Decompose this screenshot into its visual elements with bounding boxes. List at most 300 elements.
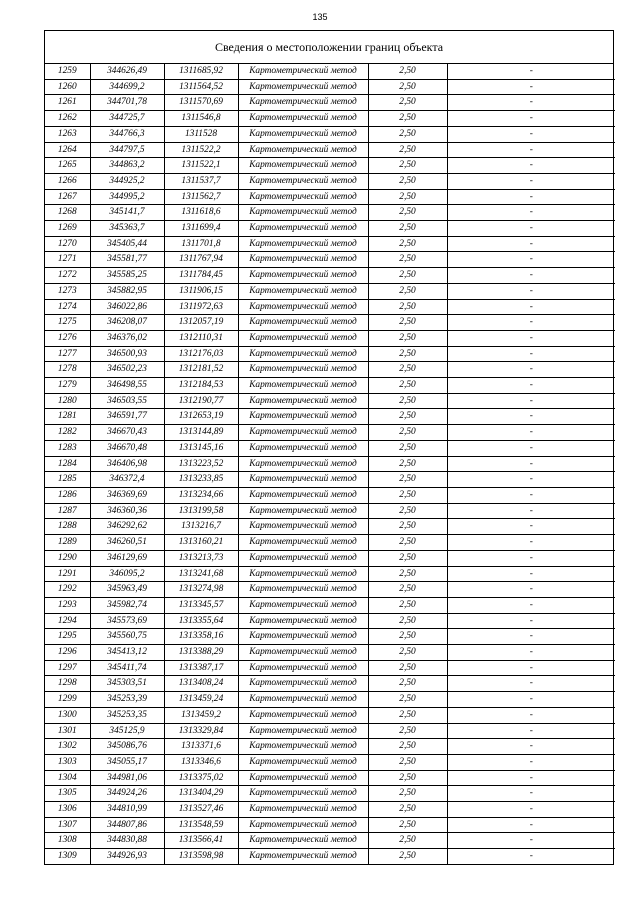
method-cell: Картометрический метод xyxy=(238,613,368,629)
accuracy-cell: 2,50 xyxy=(368,723,447,739)
accuracy-cell: 2,50 xyxy=(368,315,447,331)
method-cell: Картометрический метод xyxy=(238,268,368,284)
x-coordinate-cell: 344797,5 xyxy=(90,142,164,158)
note-cell: - xyxy=(447,676,615,692)
accuracy-cell: 2,50 xyxy=(368,393,447,409)
y-coordinate-cell: 1313548,59 xyxy=(164,817,238,833)
note-cell: - xyxy=(447,268,615,284)
y-coordinate-cell: 1312176,03 xyxy=(164,346,238,362)
table-row xyxy=(45,268,615,284)
method-cell: Картометрический метод xyxy=(238,849,368,864)
note-cell: - xyxy=(447,739,615,755)
note-cell: - xyxy=(447,566,615,582)
note-cell: - xyxy=(447,645,615,661)
x-coordinate-cell: 345585,25 xyxy=(90,268,164,284)
x-coordinate-cell: 346260,51 xyxy=(90,535,164,551)
table-row xyxy=(45,739,615,755)
note-cell: - xyxy=(447,770,615,786)
method-cell: Картометрический метод xyxy=(238,315,368,331)
table-row xyxy=(45,519,615,535)
y-coordinate-cell: 1311537,7 xyxy=(164,173,238,189)
table-row xyxy=(45,252,615,268)
method-cell: Картометрический метод xyxy=(238,299,368,315)
accuracy-cell: 2,50 xyxy=(368,849,447,864)
point-number-cell: 1291 xyxy=(45,566,90,582)
x-coordinate-cell: 344926,93 xyxy=(90,849,164,864)
x-coordinate-cell: 346502,23 xyxy=(90,362,164,378)
method-cell: Картометрический метод xyxy=(238,142,368,158)
x-coordinate-cell: 345055,17 xyxy=(90,754,164,770)
table-row xyxy=(45,393,615,409)
point-number-cell: 1284 xyxy=(45,456,90,472)
accuracy-cell: 2,50 xyxy=(368,472,447,488)
accuracy-cell: 2,50 xyxy=(368,597,447,613)
note-cell: - xyxy=(447,550,615,566)
method-cell: Картометрический метод xyxy=(238,221,368,237)
method-cell: Картометрический метод xyxy=(238,425,368,441)
accuracy-cell: 2,50 xyxy=(368,346,447,362)
table-row xyxy=(45,833,615,849)
method-cell: Картометрический метод xyxy=(238,707,368,723)
y-coordinate-cell: 1311522,1 xyxy=(164,158,238,174)
note-cell: - xyxy=(447,660,615,676)
method-cell: Картометрический метод xyxy=(238,487,368,503)
method-cell: Картометрический метод xyxy=(238,409,368,425)
accuracy-cell: 2,50 xyxy=(368,503,447,519)
point-number-cell: 1268 xyxy=(45,205,90,221)
x-coordinate-cell: 346498,55 xyxy=(90,378,164,394)
point-number-cell: 1304 xyxy=(45,770,90,786)
method-cell: Картометрический метод xyxy=(238,754,368,770)
method-cell: Картометрический метод xyxy=(238,817,368,833)
y-coordinate-cell: 1311701,8 xyxy=(164,236,238,252)
x-coordinate-cell: 346376,02 xyxy=(90,330,164,346)
accuracy-cell: 2,50 xyxy=(368,566,447,582)
point-number-cell: 1280 xyxy=(45,393,90,409)
table-row xyxy=(45,802,615,818)
table-row xyxy=(45,283,615,299)
x-coordinate-cell: 346503,55 xyxy=(90,393,164,409)
method-cell: Картометрический метод xyxy=(238,692,368,708)
method-cell: Картометрический метод xyxy=(238,833,368,849)
accuracy-cell: 2,50 xyxy=(368,236,447,252)
table-row xyxy=(45,550,615,566)
note-cell: - xyxy=(447,79,615,95)
x-coordinate-cell: 344995,2 xyxy=(90,189,164,205)
method-cell: Картометрический метод xyxy=(238,550,368,566)
note-cell: - xyxy=(447,629,615,645)
x-coordinate-cell: 346670,43 xyxy=(90,425,164,441)
note-cell: - xyxy=(447,802,615,818)
point-number-cell: 1277 xyxy=(45,346,90,362)
method-cell: Картометрический метод xyxy=(238,770,368,786)
table-title: Сведения о местоположении границ объекта xyxy=(45,31,613,64)
accuracy-cell: 2,50 xyxy=(368,252,447,268)
method-cell: Картометрический метод xyxy=(238,79,368,95)
y-coordinate-cell: 1313274,98 xyxy=(164,582,238,598)
point-number-cell: 1293 xyxy=(45,597,90,613)
x-coordinate-cell: 345405,44 xyxy=(90,236,164,252)
y-coordinate-cell: 1313223,52 xyxy=(164,456,238,472)
point-number-cell: 1294 xyxy=(45,613,90,629)
method-cell: Картометрический метод xyxy=(238,472,368,488)
note-cell: - xyxy=(447,613,615,629)
y-coordinate-cell: 1313213,73 xyxy=(164,550,238,566)
note-cell: - xyxy=(447,299,615,315)
point-number-cell: 1297 xyxy=(45,660,90,676)
x-coordinate-cell: 345411,74 xyxy=(90,660,164,676)
note-cell: - xyxy=(447,519,615,535)
point-number-cell: 1260 xyxy=(45,79,90,95)
point-number-cell: 1269 xyxy=(45,221,90,237)
note-cell: - xyxy=(447,126,615,142)
table-row xyxy=(45,205,615,221)
table-row xyxy=(45,629,615,645)
table-row xyxy=(45,503,615,519)
point-number-cell: 1283 xyxy=(45,440,90,456)
y-coordinate-cell: 1313345,57 xyxy=(164,597,238,613)
table-row xyxy=(45,849,615,864)
table-row xyxy=(45,95,615,111)
x-coordinate-cell: 344925,2 xyxy=(90,173,164,189)
method-cell: Картометрический метод xyxy=(238,173,368,189)
note-cell: - xyxy=(447,849,615,864)
x-coordinate-cell: 346372,4 xyxy=(90,472,164,488)
y-coordinate-cell: 1313346,6 xyxy=(164,754,238,770)
y-coordinate-cell: 1311522,2 xyxy=(164,142,238,158)
x-coordinate-cell: 346591,77 xyxy=(90,409,164,425)
accuracy-cell: 2,50 xyxy=(368,283,447,299)
accuracy-cell: 2,50 xyxy=(368,173,447,189)
x-coordinate-cell: 344810,99 xyxy=(90,802,164,818)
note-cell: - xyxy=(447,535,615,551)
accuracy-cell: 2,50 xyxy=(368,440,447,456)
table-row xyxy=(45,660,615,676)
method-cell: Картометрический метод xyxy=(238,723,368,739)
y-coordinate-cell: 1311564,52 xyxy=(164,79,238,95)
coordinates-grid xyxy=(45,64,615,864)
note-cell: - xyxy=(447,64,615,79)
accuracy-cell: 2,50 xyxy=(368,707,447,723)
note-cell: - xyxy=(447,503,615,519)
method-cell: Картометрический метод xyxy=(238,802,368,818)
table-row xyxy=(45,330,615,346)
accuracy-cell: 2,50 xyxy=(368,519,447,535)
y-coordinate-cell: 1311784,45 xyxy=(164,268,238,284)
note-cell: - xyxy=(447,754,615,770)
x-coordinate-cell: 345363,7 xyxy=(90,221,164,237)
note-cell: - xyxy=(447,472,615,488)
table-row xyxy=(45,142,615,158)
table-row xyxy=(45,158,615,174)
x-coordinate-cell: 345303,51 xyxy=(90,676,164,692)
table-row xyxy=(45,346,615,362)
method-cell: Картометрический метод xyxy=(238,158,368,174)
accuracy-cell: 2,50 xyxy=(368,126,447,142)
page-number: 135 xyxy=(312,12,328,22)
accuracy-cell: 2,50 xyxy=(368,582,447,598)
y-coordinate-cell: 1311972,63 xyxy=(164,299,238,315)
table-row xyxy=(45,299,615,315)
method-cell: Картометрический метод xyxy=(238,456,368,472)
table-row xyxy=(45,786,615,802)
note-cell: - xyxy=(447,723,615,739)
x-coordinate-cell: 344981,06 xyxy=(90,770,164,786)
note-cell: - xyxy=(447,173,615,189)
method-cell: Картометрический метод xyxy=(238,189,368,205)
x-coordinate-cell: 346095,2 xyxy=(90,566,164,582)
x-coordinate-cell: 344725,7 xyxy=(90,111,164,127)
y-coordinate-cell: 1311618,6 xyxy=(164,205,238,221)
point-number-cell: 1273 xyxy=(45,283,90,299)
note-cell: - xyxy=(447,597,615,613)
method-cell: Картометрический метод xyxy=(238,629,368,645)
boundary-coordinates-table xyxy=(44,30,614,865)
table-row xyxy=(45,236,615,252)
y-coordinate-cell: 1313598,98 xyxy=(164,849,238,864)
x-coordinate-cell: 346500,93 xyxy=(90,346,164,362)
point-number-cell: 1288 xyxy=(45,519,90,535)
accuracy-cell: 2,50 xyxy=(368,456,447,472)
point-number-cell: 1300 xyxy=(45,707,90,723)
point-number-cell: 1307 xyxy=(45,817,90,833)
accuracy-cell: 2,50 xyxy=(368,64,447,79)
accuracy-cell: 2,50 xyxy=(368,111,447,127)
x-coordinate-cell: 345253,35 xyxy=(90,707,164,723)
accuracy-cell: 2,50 xyxy=(368,535,447,551)
table-row xyxy=(45,126,615,142)
method-cell: Картометрический метод xyxy=(238,503,368,519)
y-coordinate-cell: 1313387,17 xyxy=(164,660,238,676)
table-row xyxy=(45,582,615,598)
point-number-cell: 1270 xyxy=(45,236,90,252)
method-cell: Картометрический метод xyxy=(238,378,368,394)
point-number-cell: 1272 xyxy=(45,268,90,284)
table-row xyxy=(45,597,615,613)
accuracy-cell: 2,50 xyxy=(368,221,447,237)
y-coordinate-cell: 1313233,85 xyxy=(164,472,238,488)
note-cell: - xyxy=(447,786,615,802)
table-row xyxy=(45,111,615,127)
table-row xyxy=(45,173,615,189)
point-number-cell: 1265 xyxy=(45,158,90,174)
note-cell: - xyxy=(447,409,615,425)
note-cell: - xyxy=(447,440,615,456)
method-cell: Картометрический метод xyxy=(238,786,368,802)
accuracy-cell: 2,50 xyxy=(368,739,447,755)
table-row xyxy=(45,189,615,205)
note-cell: - xyxy=(447,692,615,708)
accuracy-cell: 2,50 xyxy=(368,676,447,692)
note-cell: - xyxy=(447,315,615,331)
method-cell: Картометрический метод xyxy=(238,519,368,535)
y-coordinate-cell: 1313566,41 xyxy=(164,833,238,849)
table-row xyxy=(45,707,615,723)
point-number-cell: 1292 xyxy=(45,582,90,598)
accuracy-cell: 2,50 xyxy=(368,378,447,394)
x-coordinate-cell: 344699,2 xyxy=(90,79,164,95)
point-number-cell: 1262 xyxy=(45,111,90,127)
note-cell: - xyxy=(447,707,615,723)
x-coordinate-cell: 346022,86 xyxy=(90,299,164,315)
table-row xyxy=(45,456,615,472)
accuracy-cell: 2,50 xyxy=(368,786,447,802)
point-number-cell: 1306 xyxy=(45,802,90,818)
note-cell: - xyxy=(447,330,615,346)
note-cell: - xyxy=(447,487,615,503)
table-row xyxy=(45,692,615,708)
y-coordinate-cell: 1313199,58 xyxy=(164,503,238,519)
x-coordinate-cell: 346292,62 xyxy=(90,519,164,535)
x-coordinate-cell: 345086,76 xyxy=(90,739,164,755)
note-cell: - xyxy=(447,142,615,158)
y-coordinate-cell: 1311562,7 xyxy=(164,189,238,205)
x-coordinate-cell: 344863,2 xyxy=(90,158,164,174)
method-cell: Картометрический метод xyxy=(238,440,368,456)
x-coordinate-cell: 345573,69 xyxy=(90,613,164,629)
table-row xyxy=(45,472,615,488)
method-cell: Картометрический метод xyxy=(238,346,368,362)
table-row xyxy=(45,723,615,739)
x-coordinate-cell: 345141,7 xyxy=(90,205,164,221)
accuracy-cell: 2,50 xyxy=(368,79,447,95)
point-number-cell: 1290 xyxy=(45,550,90,566)
accuracy-cell: 2,50 xyxy=(368,550,447,566)
method-cell: Картометрический метод xyxy=(238,535,368,551)
point-number-cell: 1264 xyxy=(45,142,90,158)
point-number-cell: 1275 xyxy=(45,315,90,331)
table-row xyxy=(45,770,615,786)
x-coordinate-cell: 345253,39 xyxy=(90,692,164,708)
accuracy-cell: 2,50 xyxy=(368,268,447,284)
x-coordinate-cell: 346208,07 xyxy=(90,315,164,331)
accuracy-cell: 2,50 xyxy=(368,660,447,676)
y-coordinate-cell: 1311570,69 xyxy=(164,95,238,111)
y-coordinate-cell: 1312110,31 xyxy=(164,330,238,346)
point-number-cell: 1276 xyxy=(45,330,90,346)
table-row xyxy=(45,378,615,394)
y-coordinate-cell: 1311685,92 xyxy=(164,64,238,79)
y-coordinate-cell: 1311699,4 xyxy=(164,221,238,237)
point-number-cell: 1261 xyxy=(45,95,90,111)
note-cell: - xyxy=(447,378,615,394)
x-coordinate-cell: 345581,77 xyxy=(90,252,164,268)
table-row xyxy=(45,613,615,629)
accuracy-cell: 2,50 xyxy=(368,95,447,111)
note-cell: - xyxy=(447,582,615,598)
table-row xyxy=(45,440,615,456)
note-cell: - xyxy=(447,158,615,174)
method-cell: Картометрический метод xyxy=(238,393,368,409)
y-coordinate-cell: 1312184,53 xyxy=(164,378,238,394)
method-cell: Картометрический метод xyxy=(238,111,368,127)
note-cell: - xyxy=(447,393,615,409)
y-coordinate-cell: 1313329,84 xyxy=(164,723,238,739)
point-number-cell: 1305 xyxy=(45,786,90,802)
method-cell: Картометрический метод xyxy=(238,236,368,252)
x-coordinate-cell: 344924,26 xyxy=(90,786,164,802)
note-cell: - xyxy=(447,283,615,299)
y-coordinate-cell: 1313404,29 xyxy=(164,786,238,802)
accuracy-cell: 2,50 xyxy=(368,833,447,849)
table-body xyxy=(45,64,615,864)
x-coordinate-cell: 345963,49 xyxy=(90,582,164,598)
point-number-cell: 1282 xyxy=(45,425,90,441)
accuracy-cell: 2,50 xyxy=(368,629,447,645)
y-coordinate-cell: 1311546,8 xyxy=(164,111,238,127)
x-coordinate-cell: 345413,12 xyxy=(90,645,164,661)
point-number-cell: 1308 xyxy=(45,833,90,849)
accuracy-cell: 2,50 xyxy=(368,754,447,770)
point-number-cell: 1287 xyxy=(45,503,90,519)
table-row xyxy=(45,64,615,79)
method-cell: Картометрический метод xyxy=(238,95,368,111)
accuracy-cell: 2,50 xyxy=(368,692,447,708)
point-number-cell: 1296 xyxy=(45,645,90,661)
point-number-cell: 1295 xyxy=(45,629,90,645)
accuracy-cell: 2,50 xyxy=(368,205,447,221)
accuracy-cell: 2,50 xyxy=(368,817,447,833)
y-coordinate-cell: 1311528 xyxy=(164,126,238,142)
x-coordinate-cell: 345982,74 xyxy=(90,597,164,613)
x-coordinate-cell: 345882,95 xyxy=(90,283,164,299)
table-row xyxy=(45,817,615,833)
point-number-cell: 1281 xyxy=(45,409,90,425)
note-cell: - xyxy=(447,111,615,127)
x-coordinate-cell: 345125,9 xyxy=(90,723,164,739)
table-row xyxy=(45,566,615,582)
y-coordinate-cell: 1313388,29 xyxy=(164,645,238,661)
table-row xyxy=(45,362,615,378)
method-cell: Картометрический метод xyxy=(238,645,368,661)
table-row xyxy=(45,425,615,441)
point-number-cell: 1274 xyxy=(45,299,90,315)
accuracy-cell: 2,50 xyxy=(368,487,447,503)
x-coordinate-cell: 344626,49 xyxy=(90,64,164,79)
point-number-cell: 1289 xyxy=(45,535,90,551)
point-number-cell: 1271 xyxy=(45,252,90,268)
point-number-cell: 1301 xyxy=(45,723,90,739)
accuracy-cell: 2,50 xyxy=(368,770,447,786)
accuracy-cell: 2,50 xyxy=(368,802,447,818)
y-coordinate-cell: 1313160,21 xyxy=(164,535,238,551)
method-cell: Картометрический метод xyxy=(238,64,368,79)
method-cell: Картометрический метод xyxy=(238,252,368,268)
method-cell: Картометрический метод xyxy=(238,739,368,755)
y-coordinate-cell: 1313355,64 xyxy=(164,613,238,629)
method-cell: Картометрический метод xyxy=(238,126,368,142)
method-cell: Картометрический метод xyxy=(238,566,368,582)
table-row xyxy=(45,315,615,331)
accuracy-cell: 2,50 xyxy=(368,330,447,346)
y-coordinate-cell: 1312181,52 xyxy=(164,362,238,378)
method-cell: Картометрический метод xyxy=(238,330,368,346)
x-coordinate-cell: 344701,78 xyxy=(90,95,164,111)
table-row xyxy=(45,409,615,425)
method-cell: Картометрический метод xyxy=(238,362,368,378)
x-coordinate-cell: 346360,36 xyxy=(90,503,164,519)
method-cell: Картометрический метод xyxy=(238,283,368,299)
y-coordinate-cell: 1313527,46 xyxy=(164,802,238,818)
accuracy-cell: 2,50 xyxy=(368,189,447,205)
table-row xyxy=(45,676,615,692)
method-cell: Картометрический метод xyxy=(238,205,368,221)
method-cell: Картометрический метод xyxy=(238,597,368,613)
accuracy-cell: 2,50 xyxy=(368,362,447,378)
note-cell: - xyxy=(447,362,615,378)
y-coordinate-cell: 1311767,94 xyxy=(164,252,238,268)
accuracy-cell: 2,50 xyxy=(368,645,447,661)
